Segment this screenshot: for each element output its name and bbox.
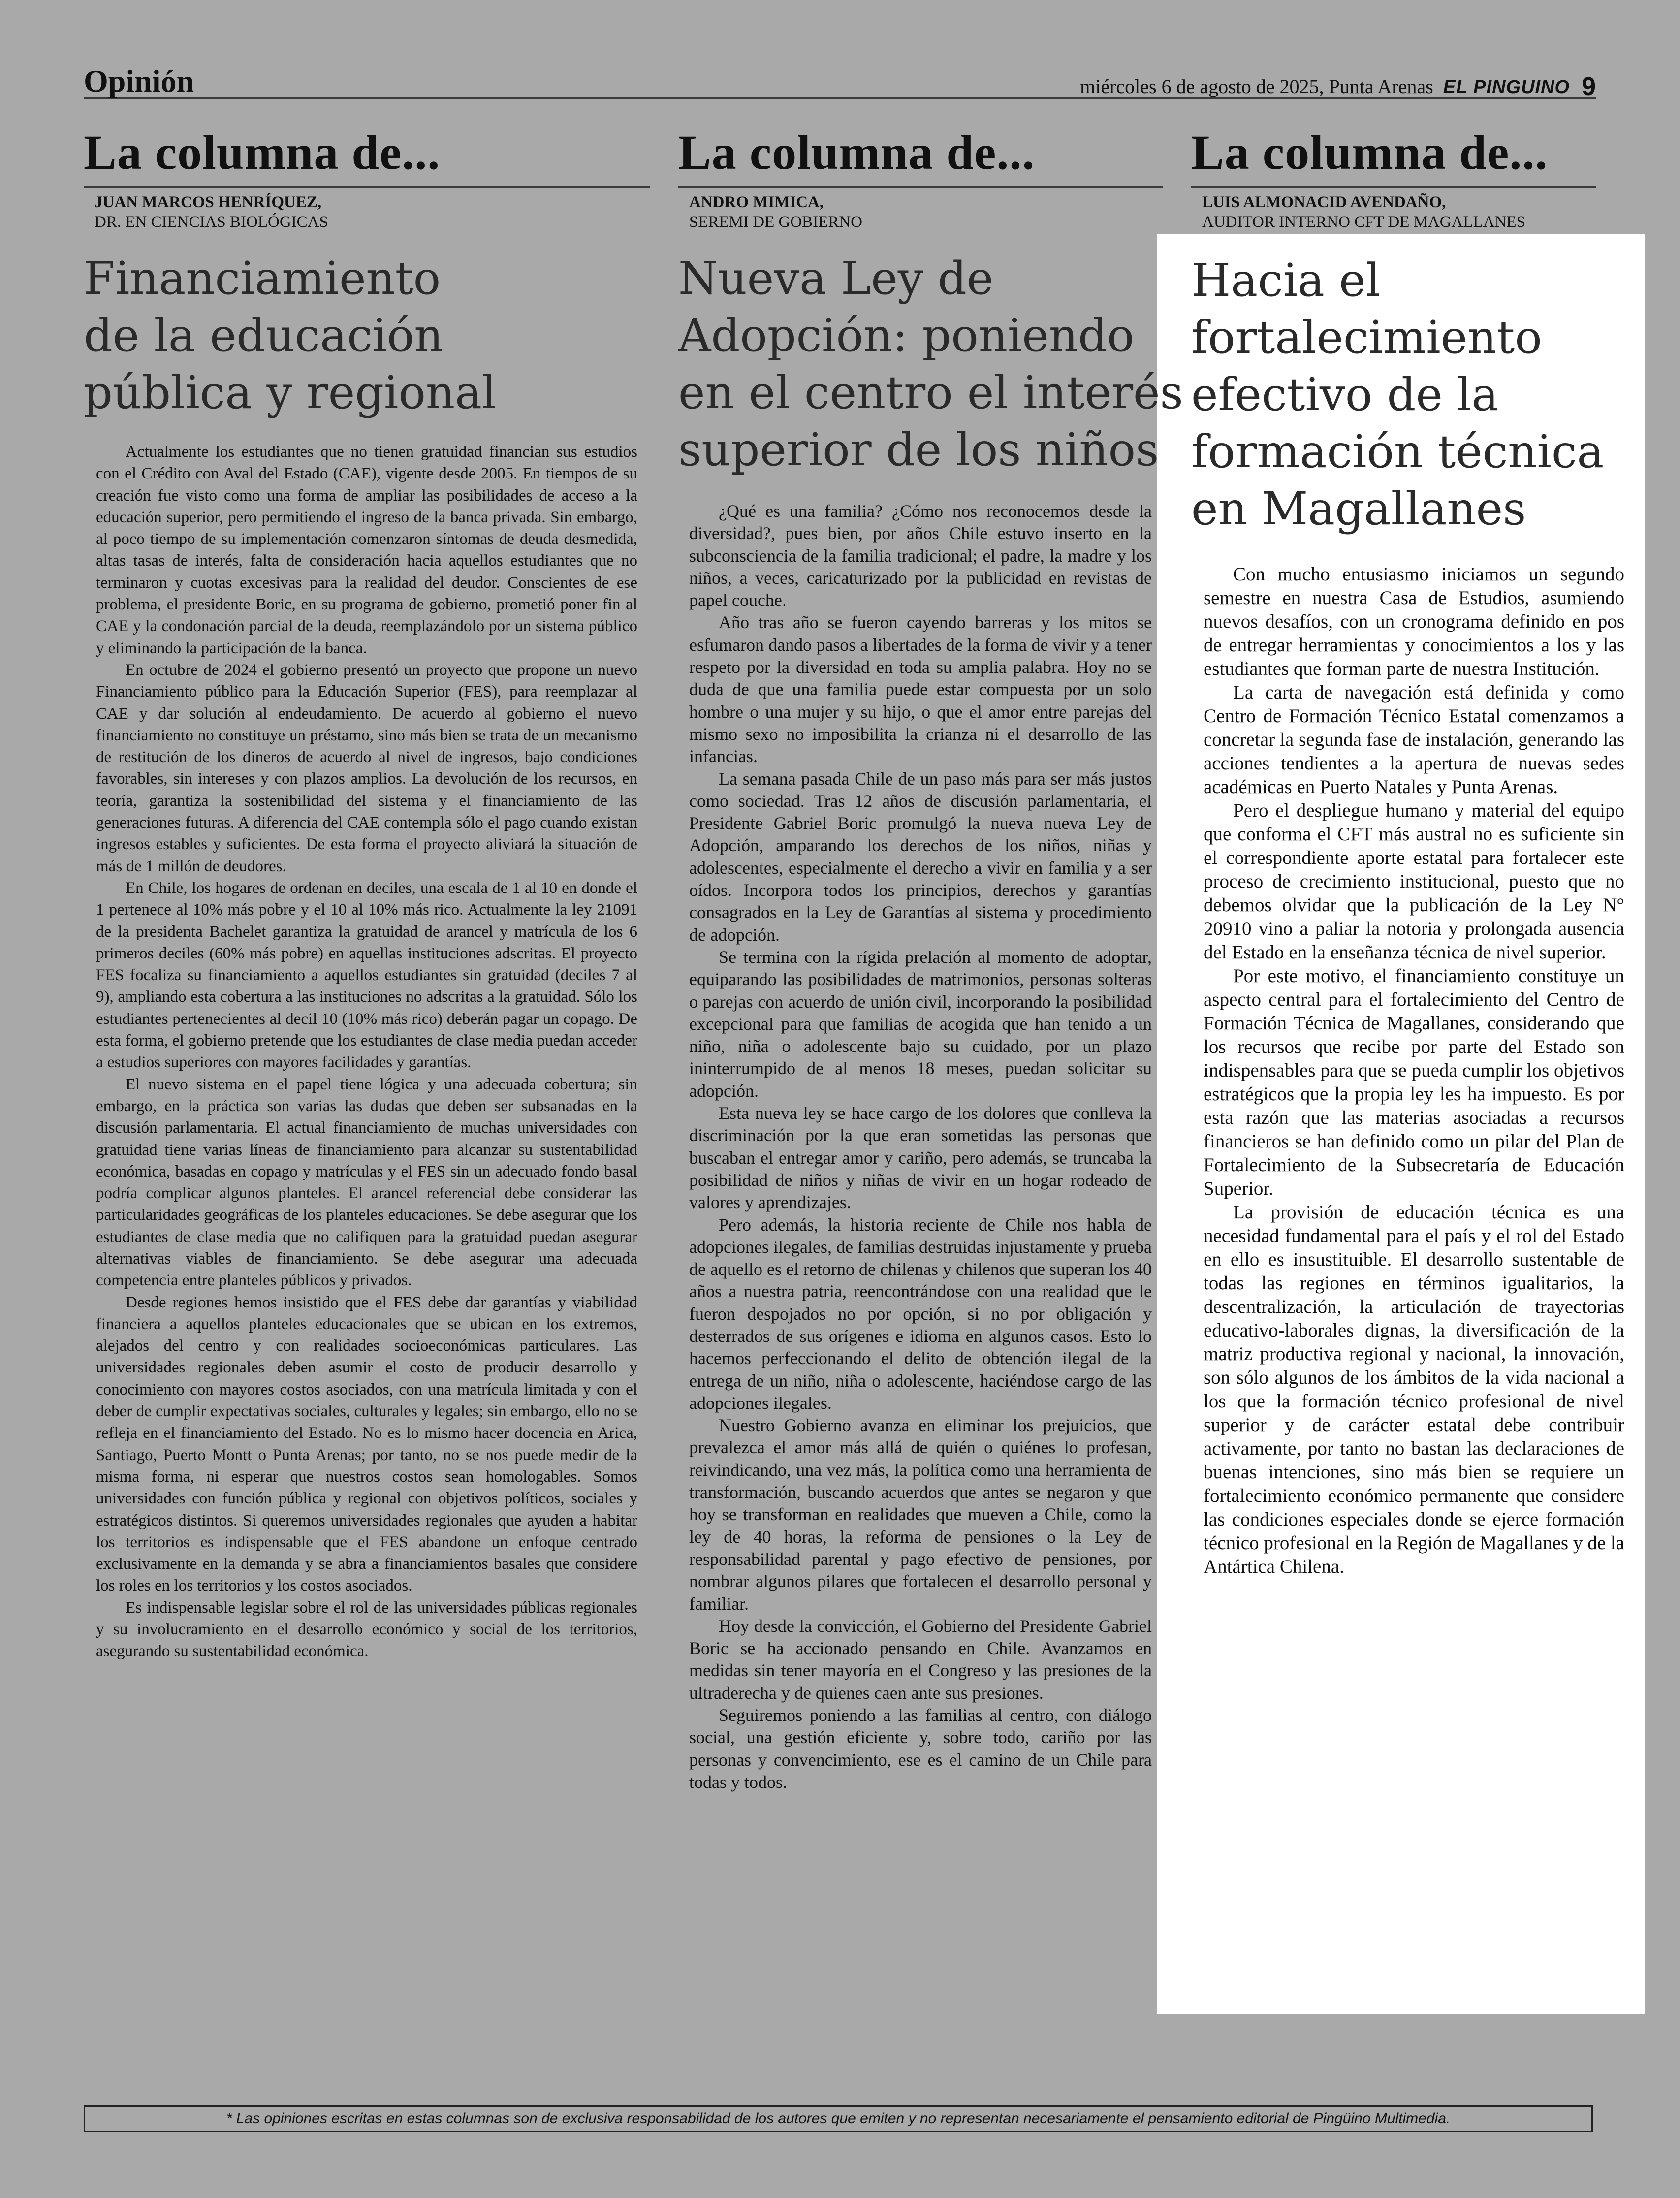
page-header [84,63,1596,99]
paragraph: Seguiremos poniendo a las familias al centro, con diálogo social, una gestión eficiente y, sobre todo, cariño por las personas y convencimiento, ese es el camino de un Chile para todas y todos. [689,1705,1152,1792]
disclaimer-box [84,2105,1593,2132]
author-role: SEREMI DE GOBIERNO [689,213,862,231]
paragraph: Por este motivo, el financiamiento constituye un aspecto central para el fortalecimiento del Centro de Formación Técnica de Magallanes, considerando que los recursos que recibe por parte del Estado son indispensables para que se pueda cumplir los objetivos estratégicos que la propia ley les ha impuesto. Es por esta razón que las materias asociadas a recursos financieros se han definido como un pilar del Plan de Fortalecimiento de la Subsecretaría de Educación Superior. [1204,965,1624,1199]
paragraph: Año tras año se fueron cayendo barreras y los mitos se esfumaron dando pasos a libertades de la forma de vivir y a tener respeto por la diversidad en toda su amplia palabra. Hoy no se duda de que una familia puede estar compuesta por un solo hombre o una mujer y su hijo, o que el amor entre parejas del mismo sexo no imposibilita la crianza ni el desarrollo de las infancias. [689,612,1152,766]
paragraph: Pero además, la historia reciente de Chile nos habla de adopciones ilegales, de familias destruidas injustamente y prueba de aquello es el retorno de chilenas y chilenos que superan los 40 años a nuestra patria, reencontrándose con una realidad que le fueron despojados no por opción, si no por obligación y desterrados de sus orígenes e idioma en algunos casos. Esto lo hacemos perfeccionando el delito de obtención ilegal de la entrega de un niño, niña o adolescente, haciéndose cargo de las adopciones ilegales. [689,1214,1152,1413]
dateline: miércoles 6 de agosto de 2025, Punta Arenas [1080,75,1433,97]
section-title: Opinión [84,64,194,98]
article-title-1 [84,250,496,421]
title-line: en Magallanes [1191,482,1526,535]
author-byline [689,192,1163,232]
paragraph: Desde regiones hemos insistido que el FES debe dar garantías y viabilidad financiera a aquellos planteles educacionales que se ubican en los extremos, alejados del centro y con realidades socioeconómicas particulares. Las universidades regionales deben asumir el costo de producir desarrollo y conocimiento con mayores costos asociados, con una matrícula limitada y con el deber de cumplir expectativas sociales, culturales y legales; sin embargo, ello no se refleja en el financiamiento del Estado. No es lo mismo hacer docencia en Arica, Santiago, Puerto Montt o Punta Arenas; por tanto, no se nos puede medir de la misma forma, ni esperar que nuestros costos sean homologables. Somos universidades con función pública y regional con objetivos políticos, sociales y estratégicos distintos. Si queremos universidades regionales que ayuden a habitar los territorios es indispensable que el FES abandone un enfoque centrado exclusivamente en la demanda y se abra a financiamientos basales que considere los roles en los territorios y los costos asociados. [96,1293,637,1595]
author-byline [1202,192,1596,232]
article-body-3 [1204,563,1624,1579]
paragraph: En octubre de 2024 el gobierno presentó un proyecto que propone un nuevo Financiamiento público para la Educación Superior (FES), para reemplazar al CAE y dar solución al endeudamiento. De acuerdo al gobierno el nuevo financiamiento no constituye un préstamo, sino más bien se trata de un mecanismo de restitución de los dineros de acuerdo al nivel de ingresos, bajo condiciones favorables, sin intereses y con plazos amplios. La devolución de los recursos, en teoría, garantiza la sostenibilidad del sistema y el financiamiento de las generaciones futuras. A diferencia del CAE contempla sólo el pago cuando existan ingresos estables y suficientes. De esta forma el proyecto aliviará la situación de más de 1 millón de deudores. [96,661,637,875]
title-line: efectivo de la [1191,368,1499,421]
paragraph: En Chile, los hogares de ordenan en deciles, una escala de 1 al 10 en donde el 1 pertenece al 10% más pobre y el 10 al 10% más rico. Actualmente la ley 21091 de la presidenta Bachelet garantiza la gratuidad de arancel y matrícula de los 6 primeros deciles (60% más pobre) en aquellas instituciones adscritas. El proyecto FES focaliza su financiamiento a aquellos estudiantes sin gratuidad (deciles 7 al 9), ampliando esta cobertura a las instituciones no adscritas a la gratuidad. Sólo los estudiantes pertenecientes al decil 10 (10% más rico) deberán pagar un copago. De esta forma, el gobierno pretende que los estudiantes de clase media puedan acceder a estudios superiores con mayores facilidades y garantías. [96,879,637,1072]
paragraph: Nuestro Gobierno avanza en eliminar los prejuicios, que prevalezca el amor más allá de quién o quiénes lo profesan, reivindicando, una vez más, la política como una herramienta de transformación, buscando acuerdos que antes se negaron y que hoy se transforman en realidades que mueven a Chile, como la ley de 40 horas, la reforma de pensiones o la Ley de responsabilidad parental y pago efectivo de pensiones, por nombrar algunos pilares que fortalecen el desarrollo personal y familiar. [689,1415,1152,1614]
newspaper-logo: EL PINGUINO [1443,77,1570,97]
title-line: superior de los niños [678,423,1159,476]
dateline-block [1080,70,1596,99]
title-line: en el centro el interés [678,366,1183,419]
author-role: AUDITOR INTERNO CFT DE MAGALLANES [1202,213,1525,231]
author-byline [95,192,650,232]
column-label: La columna de... [1191,128,1596,188]
title-line: Hacia el [1191,254,1380,307]
title-line: pública y regional [84,366,497,419]
disclaimer-text: * Las opiniones escritas en estas columnas son de exclusiva responsabilidad de los autores que emiten y no representan necesariamente el pensamiento editorial de Pingüino Multimedia. [226,2110,1451,2127]
title-line: de la educación [84,309,444,362]
title-line: fortalecimiento [1191,311,1542,364]
paragraph: Hoy desde la convicción, el Gobierno del Presidente Gabriel Boric se ha accionado pensando en Chile. Avanzamos en medidas sin tener mayoría en el Congreso y las presiones de la ultraderecha y de quienes caen ante sus presiones. [689,1616,1152,1703]
column-label: La columna de... [678,128,1163,188]
paragraph: ¿Qué es una familia? ¿Cómo nos reconocemos desde la diversidad?, pues bien, por años Chile estuvo inserto en la subconsciencia de la familia tradicional; el padre, la madre y los niños, a veces, caricaturizado por la publicidad en revistas de papel couche. [689,501,1152,610]
author-name: LUIS ALMONACID AVENDAÑO, [1202,193,1446,211]
paragraph: Esta nueva ley se hace cargo de los dolores que conlleva la discriminación por la que eran sometidas las personas que buscaban el entregar amor y cariño, pero además, se truncaba la posibilidad de niños y niñas de vivir en un hogar rodeado de valores y aprendizajes. [689,1103,1152,1212]
paragraph: La semana pasada Chile de un paso más para ser más justos como sociedad. Tras 12 años de discusión parlamentaria, el Presidente Gabriel Boric promulgó la nueva nueva Ley de Adopción, amparando los derechos de los niños, niñas y adolescentes, especialmente el derecho a vivir en familia y a ser oídos. Incorpora todos los principios, derechos y garantías consagrados en la Ley de Garantías al sistema y procedimiento de adopción. [689,768,1152,945]
column-3-header [1191,125,1596,232]
paragraph: Se termina con la rígida prelación al momento de adoptar, equiparando las posibilidades de matrimonios, personas solteras o parejas con acuerdo de unión civil, incorporando la posibilidad excepcional para que familias de acogida que han tenido a un niño, niña o adolescente bajo su cuidado, por un plazo ininterrumpido de al menos 18 meses, puedan solicitar su adopción. [689,947,1152,1101]
article-title-3 [1191,252,1604,538]
article-body-1 [96,441,637,1662]
article-body-2 [689,500,1152,1793]
author-name: ANDRO MIMICA, [689,193,824,211]
author-name: JUAN MARCOS HENRÍQUEZ, [95,193,322,211]
paragraph: El nuevo sistema en el papel tiene lógica y una adecuada cobertura; sin embargo, en la práctica son varias las dudas que deben ser subsanadas en la discusión parlamentaria. El actual financiamiento de muchas universidades con gratuidad tiene varias líneas de financiamiento para alcanzar su sustentabilidad económica, basadas en copago y matrículas y el FES sin un adecuado fondo basal podría complicar algunos planteles. El arancel referencial debe considerar las particularidades geográficas de los planteles educaciones. Se debe asegurar que los estudiantes de clase media que no califiquen para la gratuidad puedan asegurar alternativas viables de financiamiento. Se debe asegurar una adecuada competencia entre planteles públicos y privados. [96,1075,637,1290]
column-1-header [84,125,650,232]
paragraph: La carta de navegación está definida y como Centro de Formación Técnico Estatal comenzamos a concretar la segunda fase de instalación, generando las acciones tendientes a la apertura de nuevas sedes académicas en Puerto Natales y Punta Arenas. [1204,682,1624,797]
title-line: Nueva Ley de [678,252,994,305]
title-line: formación técnica [1191,425,1604,478]
title-line: Adopción: poniendo [678,309,1135,362]
paragraph: Actualmente los estudiantes que no tienen gratuidad financian sus estudios con el Crédito con Aval del Estado (CAE), vigente desde 2005. En tiempos de su creación fue visto como una forma de ampliar las posibilidades de acceso a la educación superior, pero permitiendo el ingreso de la banca privada. Sin embargo, al poco tiempo de su implementación comenzaron síntomas de deuda desmedida, altas tasas de interés, falta de consideración hacia aquellos estudiantes que no terminaron y cuotas excesivas para la realidad del deudor. Conscientes de ese problema, el presidente Boric, en su programa de gobierno, prometió poner fin al CAE y la condonación parcial de la deuda, reemplazándolo por un sistema público y eliminando la participación de la banca. [96,443,637,657]
article-title-2 [678,250,1183,478]
column-label: La columna de... [84,128,650,188]
paragraph: Es indispensable legislar sobre el rol de las universidades públicas regionales y su involucramiento en el desarrollo económico y social de los territorios, asegurando su sustentabilidad económica. [96,1598,637,1660]
paragraph: La provisión de educación técnica es una necesidad fundamental para el país y el rol del Estado en ello es insustituible. El desarrollo sustentable de todas las regiones en términos igualitarios, la descentralización, la articulación de trayectorias educativo-laborales dignas, la diversificación de la matriz productiva regional y nacional, la innovación, son sólo algunos de los ámbitos de la vida nacional a los que la formación técnico profesional de nivel superior y de carácter estatal debe contribuir activamente, por tanto no bastan las declaraciones de buenas intenciones, sino más bien se requiere un fortalecimiento económico permanente que considere las condiciones especiales donde se ejerce formación técnico profesional en la Región de Magallanes y de la Antártica Chilena. [1204,1202,1624,1577]
column-2-header [678,125,1163,232]
title-line: Financiamiento [84,252,441,305]
author-role: DR. EN CIENCIAS BIOLÓGICAS [95,213,328,231]
page-number: 9 [1582,72,1596,101]
paragraph: Con mucho entusiasmo iniciamos un segundo semestre en nuestra Casa de Estudios, asumiendo nuevos desafíos, con un cronograma definido en pos de entregar herramientas y conocimientos a los y las estudiantes que forman parte de nuestra Institución. [1204,564,1624,679]
paragraph: Pero el despliegue humano y material del equipo que conforma el CFT más austral no es suficiente sin el correspondiente aporte estatal para fortalecer este proceso de crecimiento institucional, puesto que no debemos olvidar que la publicación de la Ley N° 20910 vino a paliar la notoria y prolongada ausencia del Estado en la enseñanza técnica de nivel superior. [1204,800,1624,963]
